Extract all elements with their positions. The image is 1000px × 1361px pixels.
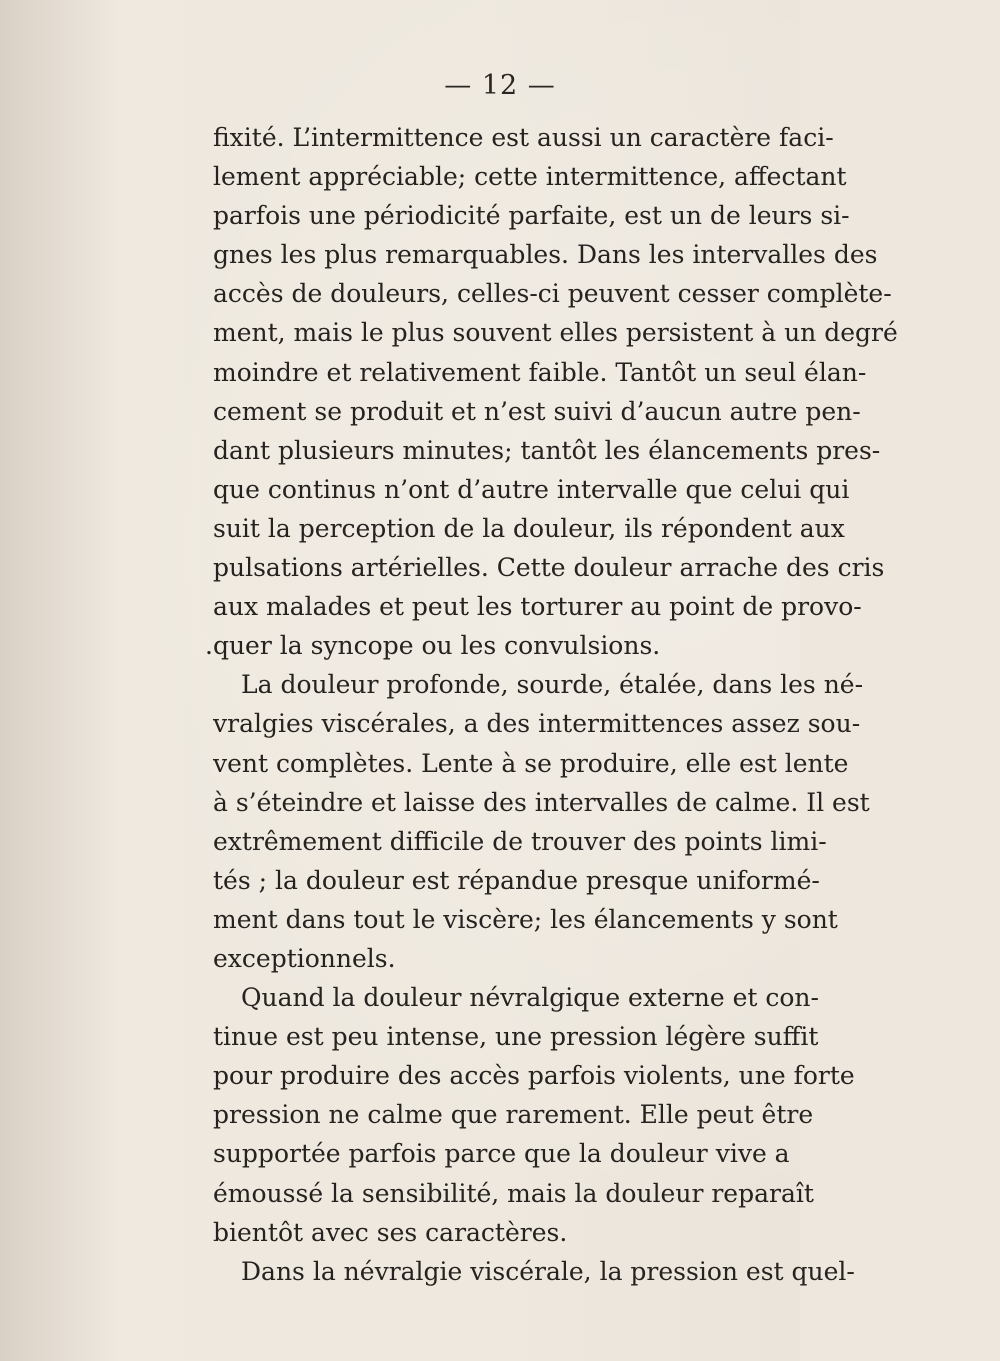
text-line: gnes les plus remarquables. Dans les intervalles des xyxy=(213,240,878,270)
text-line: supportée parfois parce que la douleur vive a xyxy=(213,1139,790,1169)
text-line: vent complètes. Lente à se produire, elle est lente xyxy=(213,748,849,778)
text-line: exceptionnels. xyxy=(213,943,396,973)
text-line: bientôt avec ses caractères. xyxy=(213,1217,568,1247)
text-line: pression ne calme que rarement. Elle peut être xyxy=(213,1100,814,1130)
text-line: fixité. L’intermittence est aussi un caractère faci- xyxy=(213,123,834,152)
text-line: parfois une périodicité parfaite, est un de leurs si- xyxy=(213,201,850,231)
body-text xyxy=(205,118,898,1291)
text-line: ment, mais le plus souvent elles persistent à un degré xyxy=(213,318,898,348)
text-line: ment dans tout le viscère; les élancements y sont xyxy=(213,904,838,934)
text-line: extrêmement difficile de trouver des points limi- xyxy=(213,826,827,856)
paragraph-start-line: Quand la douleur névralgique externe et con- xyxy=(241,983,819,1013)
text-line: cement se produit et n’est suivi d’aucun autre pen- xyxy=(213,396,861,426)
text-line: tinue est peu intense, une pression légère suffit xyxy=(213,1022,819,1052)
text-line: dant plusieurs minutes; tantôt les élancements pres- xyxy=(213,435,881,465)
text-line: tés ; la douleur est répandue presque uniformé- xyxy=(213,865,820,895)
paragraph-start-line: La douleur profonde, sourde, étalée, dans les né- xyxy=(241,670,864,700)
text-line: émoussé la sensibilité, mais la douleur reparaît xyxy=(213,1178,814,1208)
text-line: aux malades et peut les torturer au point de provo- xyxy=(213,592,862,622)
text-line: pour produire des accès parfois violents, une forte xyxy=(213,1061,855,1091)
text-line: vralgies viscérales, a des intermittences assez sou- xyxy=(213,709,861,739)
text-line: suit la perception de la douleur, ils répondent aux xyxy=(213,513,845,543)
page-number: — 12 — xyxy=(444,70,556,101)
text-line: que continus n’ont d’autre intervalle que celui qui xyxy=(213,474,850,504)
text-line: pulsations artérielles. Cette douleur arrache des cris xyxy=(213,553,885,583)
text-line: .quer la syncope ou les convulsions. xyxy=(205,631,661,661)
text-line: lement appréciable; cette intermittence, affectant xyxy=(213,162,847,192)
binding-shadow xyxy=(0,0,120,1361)
text-line: à s’éteindre et laisse des intervalles de calme. Il est xyxy=(213,787,870,817)
paragraph-start-line: Dans la névralgie viscérale, la pression est quel- xyxy=(241,1256,855,1286)
text-line: moindre et relativement faible. Tantôt un seul élan- xyxy=(213,357,867,387)
text-line: accès de douleurs, celles-ci peuvent cesser complète- xyxy=(213,279,892,309)
